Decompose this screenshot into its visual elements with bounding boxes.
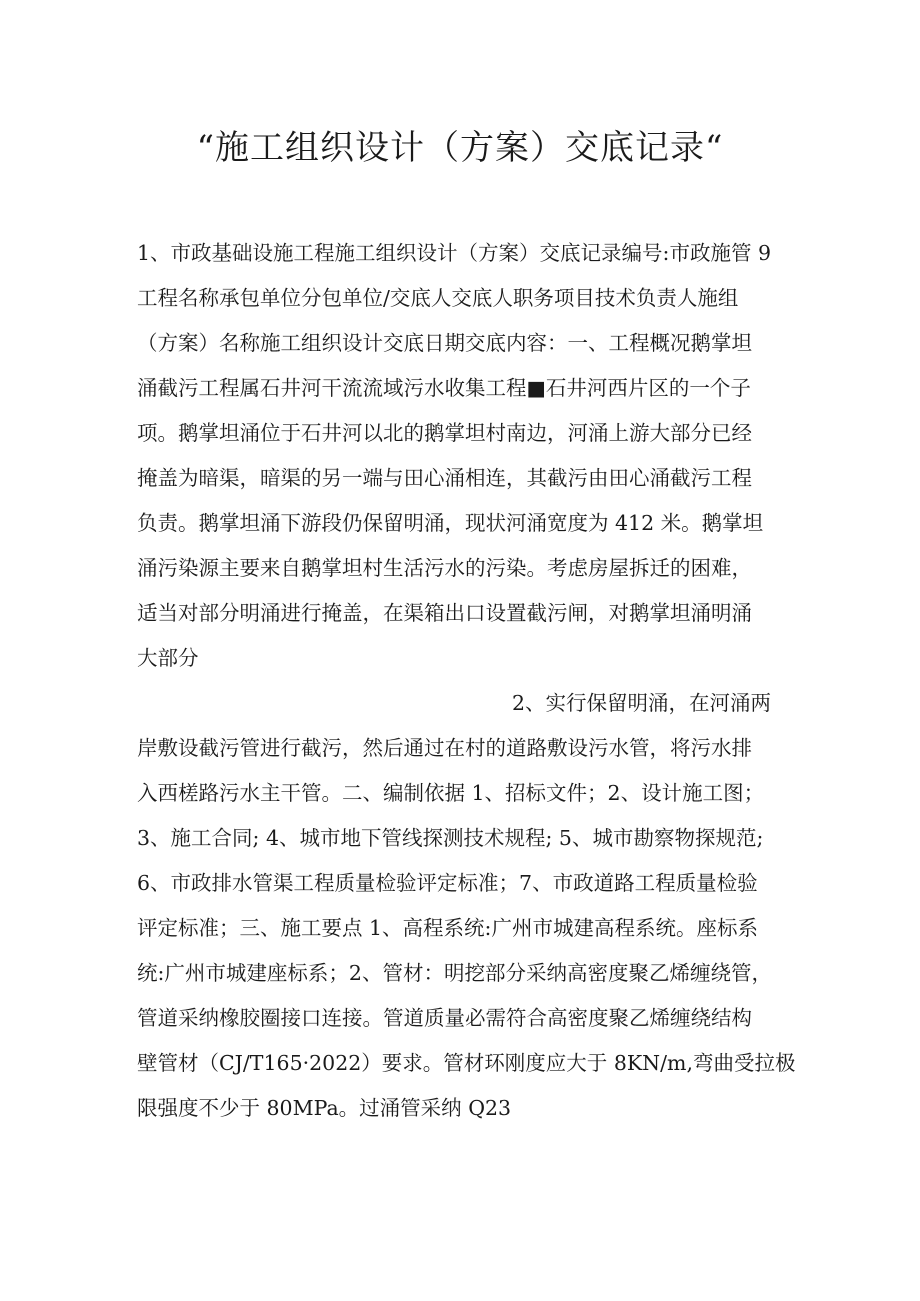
body-line: 工程名称承包单位分包单位/交底人交底人职务项目技术负责人施组 (137, 286, 739, 310)
body-line: 统:广州市城建座标系；2、管材：明挖部分采纳高密度聚乙烯缠绕管， (137, 961, 772, 985)
body-line: 1、市政基础设施工程施工组织设计（方案）交底记录编号:市政施管 9 (137, 241, 772, 265)
body-line: 涌截污工程属石井河干流流域污水收集工程■石井河西片区的一个子 (137, 376, 751, 400)
body-line: 岸敷设截污管进行截污，然后通过在村的道路敷设污水管，将污水排 (137, 736, 752, 760)
body-line: 掩盖为暗渠，暗渠的另一端与田心涌相连，其截污由田心涌截污工程 (137, 466, 752, 490)
body-line: 评定标准；三、施工要点 1、高程系统:广州市城建高程系统。座标系 (137, 916, 758, 940)
body-line: 壁管材（CJ/T165·2022）要求。管材环刚度应大于 8KN/m,弯曲受拉极 (137, 1051, 796, 1075)
body-line: 大部分 (137, 646, 199, 670)
body-line: （方案）名称施工组织设计交底日期交底内容：一、工程概况鹅掌坦 (137, 331, 752, 355)
body-line: 项。鹅掌坦涌位于石井河以北的鹅掌坦村南边，河涌上游大部分已经 (137, 421, 752, 445)
body-line: 3、施工合同; 4、城市地下管线探测技术规程; 5、城市勘察物探规范; (137, 826, 764, 850)
body-line: 管道采纳橡胶圈接口连接。管道质量必需符合高密度聚乙烯缠绕结构 (137, 1006, 752, 1030)
body-line: 入西槎路污水主干管。二、编制依据 1、招标文件；2、设计施工图； (137, 781, 765, 805)
body-line: 6、市政排水管渠工程质量检验评定标准；7、市政道路工程质量检验 (137, 871, 758, 895)
body-line: 适当对部分明涌进行掩盖，在渠箱出口设置截污闸，对鹅掌坦涌明涌 (137, 601, 752, 625)
body-line: 2、实行保留明涌，在河涌两 (512, 691, 772, 715)
document-title: “施工组织设计（方案）交底记录“ (196, 128, 724, 168)
body-line: 负责。鹅掌坦涌下游段仍保留明涌，现状河涌宽度为 412 米。鹅掌坦 (137, 511, 764, 535)
body-line: 限强度不少于 80MPa。过涌管采纳 Q23 (137, 1096, 512, 1120)
body-line: 涌污染源主要来自鹅掌坦村生活污水的污染。考虑房屋拆迁的困难， (137, 556, 752, 580)
